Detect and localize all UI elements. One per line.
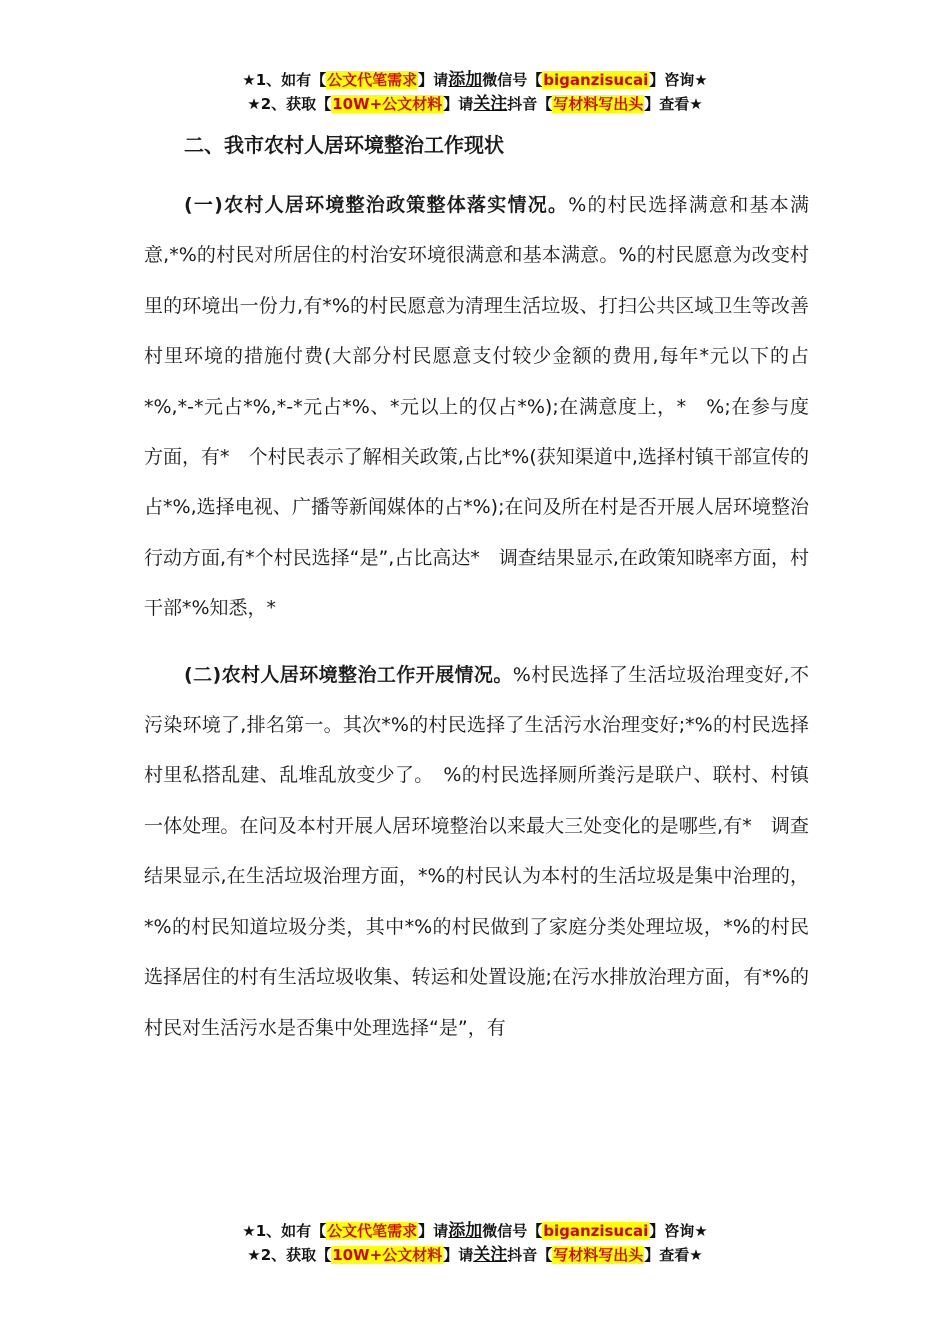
promo-highlight: biganzisucai: [543, 1222, 649, 1240]
paragraph-2-lead: (二)农村人居环境整治工作开展情况。: [184, 663, 513, 686]
promo-text: ★1、如有【: [242, 71, 327, 89]
paragraph-1-text: %的村民选择满意和基本满意,*%的村民对所居住的村治安环境很满意和基本满意。%的村民愿意为改变村里的环境出一份力,有*%的村民愿意为清理生活垃圾、打扫公共区域卫生等改善村里环境的措施付费(大部分村民愿意支付较少金额的费用,每年*元以下的占*%,*-*元占*%,*-*元占*%、*元以上的仅占*%);在满意度上，* %;在参与度方面，有* 个村民表示了解相关政策,占比*%(获知渠道中,选择村镇干部宣传的占*%,选择电视、广播等新闻媒体的占*%);在问及所在村是否开展人居环境整治行动方面,有*个村民选择“是”,占比高达* 调查结果显示,在政策知晓率方面，村干部*%知悉，*: [144, 194, 809, 620]
promo-underlined: 添加: [448, 1221, 483, 1241]
document-body: [144, 128, 809, 1053]
promo-text: 抖音【: [507, 95, 553, 113]
paragraph-1-lead: (一)农村人居环境整治政策整体落实情况。: [184, 194, 569, 216]
promo-banner-top: [0, 68, 950, 116]
promo-line-2: [0, 92, 950, 116]
promo-text: 】咨询★: [649, 1222, 708, 1240]
promo-highlight: 写材料写出头: [553, 1246, 644, 1264]
promo-highlight: 公文代笔需求: [327, 1222, 418, 1240]
paragraph-1: [144, 180, 809, 634]
promo-text: 】咨询★: [649, 71, 708, 89]
promo-underlined: 关注: [473, 94, 508, 114]
promo-underlined: 添加: [448, 70, 483, 90]
promo-banner-bottom: [0, 1219, 950, 1267]
promo-text: ★1、如有【: [242, 1222, 327, 1240]
promo-highlight: 公文代笔需求: [327, 71, 418, 89]
promo-line-1: [0, 1219, 950, 1243]
promo-text: 】请: [418, 71, 449, 89]
promo-line-1: [0, 68, 950, 92]
promo-text: 】请: [443, 95, 474, 113]
promo-underlined: 关注: [473, 1245, 508, 1265]
promo-text: 】查看★: [644, 95, 703, 113]
promo-text: 】请: [418, 1222, 449, 1240]
promo-line-2: [0, 1243, 950, 1267]
promo-text: 微信号【: [482, 71, 543, 89]
promo-highlight: 写材料写出头: [553, 95, 644, 113]
promo-highlight: 10W+公文材料: [332, 1246, 443, 1264]
promo-text: ★2、获取【: [247, 95, 332, 113]
paragraph-gap: [144, 634, 809, 650]
promo-highlight: biganzisucai: [543, 71, 649, 89]
promo-text: 抖音【: [507, 1246, 553, 1264]
promo-text: ★2、获取【: [247, 1246, 332, 1264]
section-heading: 二、我市农村人居环境整治工作现状: [184, 133, 504, 157]
promo-highlight: 10W+公文材料: [332, 95, 443, 113]
promo-text: 微信号【: [482, 1222, 543, 1240]
promo-text: 】请: [443, 1246, 474, 1264]
promo-text: 】查看★: [644, 1246, 703, 1264]
paragraph-2-text: %村民选择了生活垃圾治理变好,不污染环境了,排名第一。其次*%的村民选择了生活污水治理变好;*%的村民选择村里私搭乱建、乱堆乱放变少了。 %的村民选择厕所粪污是联户、联村、村镇一体处理。在问及本村开展人居环境整治以来最大三处变化的是哪些,有* 调查结果显示,在生活垃圾治理方面，*%的村民认为本村的生活垃圾是集中治理的，*%的村民知道垃圾分类，其中*%的村民做到了家庭分类处理垃圾，*%的村民选择居住的村有生活垃圾收集、转运和处置设施;在污水排放治理方面，有*%的村民对生活污水是否集中处理选择“是”，有: [144, 663, 809, 1039]
paragraph-2: [144, 650, 809, 1053]
